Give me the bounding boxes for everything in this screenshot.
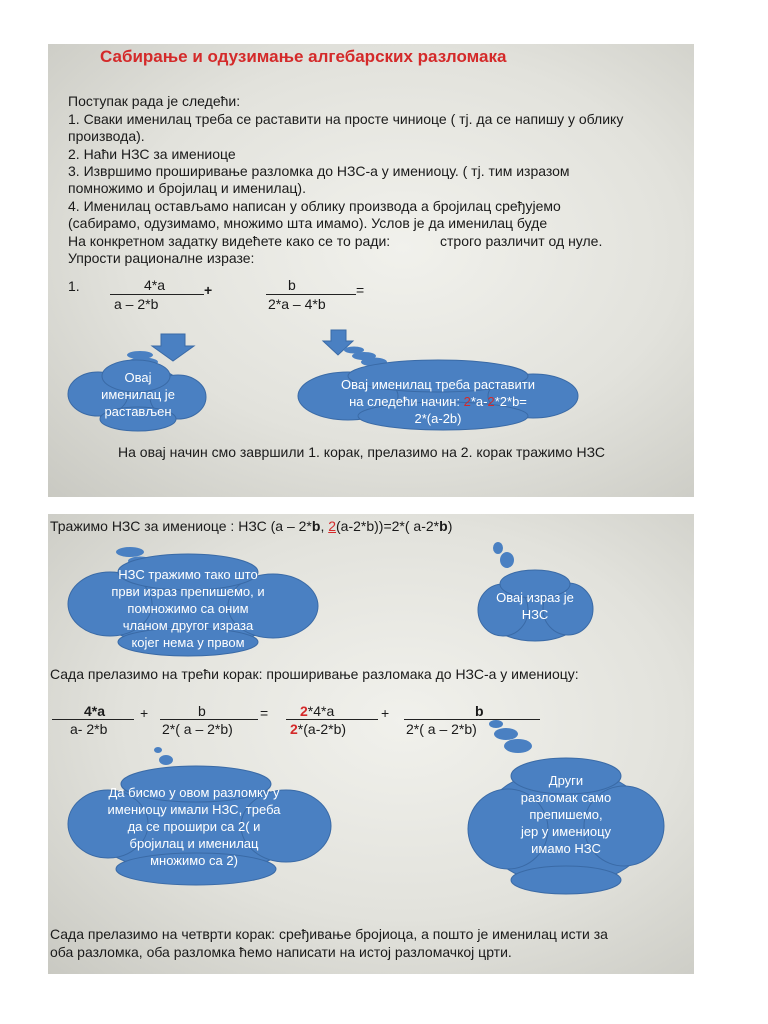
- fraction-denominator: 2*(a-2*b): [290, 721, 347, 737]
- fraction-bar: [404, 719, 540, 720]
- step-text: На конкретном задатку видећете како се то ради:: [68, 233, 391, 249]
- step-text: 1. Сваки именилац треба се раставити на просте чиниоце ( тј. да се напишу у облику: [68, 111, 624, 127]
- bubble-trail: [154, 747, 162, 753]
- step-text: строго различит од нуле.: [440, 233, 603, 249]
- fraction-numerator: 4*a: [84, 703, 106, 719]
- arrow-down-icon: [152, 334, 194, 361]
- fraction-bar: [266, 294, 356, 295]
- bubble-trail: [504, 739, 532, 753]
- bubble-trail: [500, 552, 514, 568]
- fraction-denominator: 2*( a – 2*b): [406, 721, 477, 737]
- fraction-bar: [160, 719, 258, 720]
- slide-header: Тражимо НЗС за имениоце : НЗС (a – 2*b, 2(a-2*b))=2*( a-2*b): [50, 518, 453, 534]
- cloud-note: Овај израз је НЗС: [496, 590, 574, 622]
- step-text: оба разломка, оба разломка ћемо написати на истој разломачкој црти.: [50, 944, 512, 960]
- slide-1: [48, 44, 694, 497]
- fraction-denominator: a- 2*b: [70, 721, 108, 737]
- slide-title: Сабирање и одузимање алгебарских разломака: [100, 47, 507, 66]
- step-text: Упрости рационалне изразе:: [68, 250, 255, 266]
- plus-sign: +: [381, 705, 390, 721]
- cloud-note: НЗС тражимо тако што први израз препишемо, и помножимо са оним чланом другог израза којег нема у првом: [111, 567, 265, 650]
- fraction-numerator: b: [198, 703, 206, 719]
- step-text: Сада прелазимо на трећи корак: проширивање разломака до НЗС-а у имениоцу:: [50, 666, 579, 682]
- fraction-numerator: b: [475, 703, 484, 719]
- step-text: Сада прелазимо на четврти корак: сређивање бројиоца, а пошто је именилац исти за: [50, 926, 608, 942]
- bubble-trail: [494, 728, 518, 740]
- step-text: 2. Наћи НЗС за имениоце: [68, 146, 236, 162]
- bubble-trail: [159, 755, 173, 765]
- cloud-note: Други разломак само препишемо, јер у имениоцу имамо НЗС: [520, 773, 612, 856]
- step-text: 3. Извршимо проширивање разломка до НЗС-а у имениоцу. ( тј. тим изразом: [68, 163, 570, 179]
- bubble-trail: [489, 720, 503, 728]
- cloud-note: Да бисмо у овом разломку у имениоцу имали НЗС, треба да се прошири са 2( и бројилац и именилац множимо са 2): [107, 785, 281, 868]
- fraction-numerator: 4*a: [144, 277, 166, 293]
- task-number: 1.: [68, 278, 80, 294]
- slide-2: [48, 514, 694, 974]
- fraction-denominator: 2*a – 4*b: [268, 296, 326, 312]
- step-text: (сабирамо, одузимамо, множимо шта имамо). Услов је да именилац буде: [68, 215, 548, 231]
- fraction-denominator: a – 2*b: [114, 296, 159, 312]
- slide-footer: На овај начин смо завршили 1. корак, прелазимо на 2. корак тражимо НЗС: [118, 444, 605, 460]
- plus-sign: +: [140, 705, 149, 721]
- step-text: производа).: [68, 128, 145, 144]
- equals-sign: =: [356, 282, 365, 298]
- equals-sign: =: [260, 705, 269, 721]
- fraction-numerator: b: [288, 277, 296, 293]
- fraction-bar: [52, 719, 134, 720]
- cloud-note: Овај именилац треба раставити на следећи начин: 2*a-2*2*b= 2*(a-2b): [341, 377, 535, 426]
- fraction-numerator: 2*4*a: [300, 703, 335, 719]
- fraction-denominator: 2*( a – 2*b): [162, 721, 233, 737]
- cloud-note: Овај именилац је растављен: [101, 370, 175, 419]
- step-text: Поступак рада је следећи:: [68, 93, 241, 109]
- fraction-bar: [110, 294, 204, 295]
- plus-sign: +: [204, 282, 213, 298]
- step-text: помножимо и бројилац и именилац).: [68, 180, 306, 196]
- step-text: 4. Именилац остављамо написан у облику производа а бројилац сређујемо: [68, 198, 561, 214]
- fraction-bar: [286, 719, 378, 720]
- bubble-trail: [493, 542, 503, 554]
- bubble-trail: [116, 547, 144, 557]
